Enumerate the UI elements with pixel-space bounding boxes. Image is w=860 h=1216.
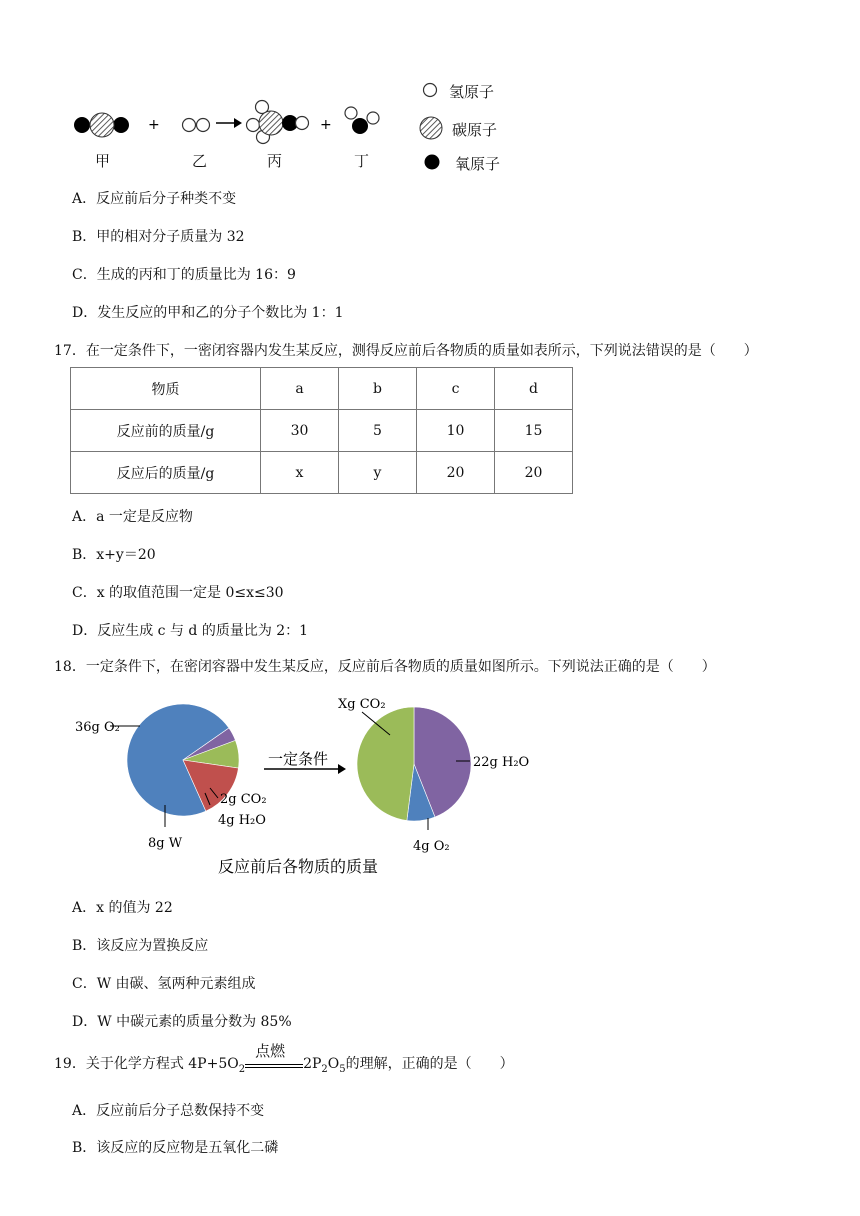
- table-cell: x: [261, 452, 339, 494]
- q19-prefix: 19．关于化学方程式 4P+5O: [54, 1056, 239, 1072]
- slice-label-h2o-after: 22g H₂O: [473, 755, 530, 770]
- pie-charts: [0, 690, 600, 880]
- table-cell: 10: [417, 410, 495, 452]
- table-row: [71, 452, 573, 494]
- table-cell: a: [261, 368, 339, 410]
- q19-option-b: B．该反应的反应物是五氧化二磷: [72, 1140, 279, 1156]
- q19-sub-p: 2: [321, 1063, 328, 1075]
- hatched-circle-icon: [420, 117, 442, 139]
- q18-option-d: D．W 中碳元素的质量分数为 85%: [72, 1014, 292, 1030]
- pie-after: [357, 707, 471, 821]
- q17-option-b: B．x+y＝20: [72, 547, 156, 563]
- slice-label-h2o-before: 4g H₂O: [218, 813, 266, 828]
- legend-oxygen: 氧原子: [455, 155, 501, 173]
- condition-text: 点燃: [255, 1042, 286, 1060]
- reaction-arrow: [216, 118, 242, 128]
- label-ding: 丁: [354, 152, 370, 170]
- table-header-row: [71, 368, 573, 410]
- legend-carbon: 碳原子: [452, 121, 498, 139]
- label-bing: 丙: [267, 152, 283, 170]
- table-cell: 物质: [71, 368, 261, 410]
- table-row: [71, 410, 573, 452]
- q18-option-b: B．该反应为置换反应: [72, 938, 209, 954]
- q19-option-a: A．反应前后分子总数保持不变: [72, 1103, 265, 1119]
- q18-option-a: A．x 的值为 22: [72, 900, 173, 916]
- q19-suffix: 的理解，正确的是（ ）: [345, 1056, 514, 1072]
- q17-option-c: C．x 的取值范围一定是 0≤x≤30: [72, 585, 284, 601]
- q16-option-b: B．甲的相对分子质量为 32: [72, 229, 245, 245]
- q18-option-c: C．W 由碳、氢两种元素组成: [72, 976, 256, 992]
- label-jia: 甲: [95, 152, 111, 170]
- slice-label-o2-after: 4g O₂: [413, 839, 450, 854]
- hollow-circle-icon: [424, 84, 437, 97]
- q16-option-d: D．发生反应的甲和乙的分子个数比为 1：1: [72, 305, 344, 321]
- table-cell: c: [417, 368, 495, 410]
- molecule-bing: [247, 101, 309, 144]
- equation-condition: [245, 1042, 303, 1074]
- q17-stem: 17．在一定条件下，一密闭容器内发生某反应，测得反应前后各物质的质量如表所示，下列说法错误的是（ ）: [54, 343, 758, 359]
- plus-sign-1: +: [148, 117, 160, 133]
- slice-label-co2-before: 2g CO₂: [220, 792, 267, 807]
- pie-slice: [357, 707, 414, 821]
- molecule-ding: [345, 107, 379, 134]
- table-cell: 15: [495, 410, 573, 452]
- table-cell: b: [339, 368, 417, 410]
- slice-label-w-before: 8g W: [148, 836, 183, 851]
- q17-option-d: D．反应生成 c 与 d 的质量比为 2：1: [72, 623, 309, 639]
- arrow-label: 一定条件: [268, 750, 329, 768]
- q19-sub-o: 5: [339, 1063, 346, 1075]
- equation-bar: [245, 1064, 303, 1068]
- filled-circle-icon: [425, 155, 440, 170]
- q17-option-a: A．a 一定是反应物: [72, 509, 193, 525]
- table-cell: y: [339, 452, 417, 494]
- molecule-yi: [183, 119, 210, 132]
- table-cell: 30: [261, 410, 339, 452]
- q16-option-a: A．反应前后分子种类不变: [72, 191, 237, 207]
- table-cell: 5: [339, 410, 417, 452]
- plus-sign-2: +: [320, 117, 332, 133]
- q16-option-c: C．生成的丙和丁的质量比为 16：9: [72, 267, 296, 283]
- label-yi: 乙: [192, 152, 208, 170]
- chart-caption: 反应前后各物质的质量: [218, 857, 379, 876]
- mass-table: [70, 367, 573, 494]
- table-cell: 反应前的质量/g: [71, 410, 261, 452]
- q19-sub: 2: [238, 1063, 246, 1075]
- table-cell: d: [495, 368, 573, 410]
- q19-product: 2P: [303, 1056, 322, 1072]
- q18-stem: 18．一定条件下，在密闭容器中发生某反应，反应前后各物质的质量如图所示。下列说法正确的是（ ）: [54, 659, 716, 675]
- q19-mid: O: [327, 1056, 340, 1072]
- table-cell: 20: [495, 452, 573, 494]
- table-cell: 20: [417, 452, 495, 494]
- table-cell: 反应后的质量/g: [71, 452, 261, 494]
- legend-hydrogen: 氢原子: [449, 83, 495, 101]
- slice-label-co2-after: Xg CO₂: [338, 697, 386, 712]
- q19-stem: [54, 1042, 514, 1075]
- molecule-jia: [74, 113, 129, 137]
- slice-label-o2-before: 36g O₂: [75, 720, 120, 735]
